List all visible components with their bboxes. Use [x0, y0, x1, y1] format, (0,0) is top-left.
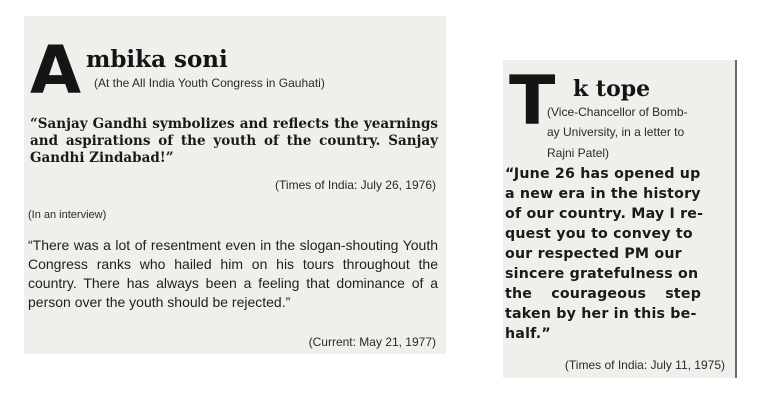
quote-line: sincere gratefulness on	[505, 266, 699, 282]
quote-line: taken by her in this be-	[505, 306, 697, 322]
quote-plain: “There was a lot of resentment even in the slogan-shouting Youth Congress ranks who hailed him on his tours throughout the country. There has always been a feeling that dominance of a person over the youth should be rejected.”	[28, 237, 438, 310]
quote-line: half.”	[505, 326, 551, 342]
person-name: mbika soni	[86, 46, 228, 73]
quote-line: a new era in the history	[505, 186, 701, 202]
left-clipping	[24, 16, 446, 354]
context-line-3: Rajni Patel)	[547, 146, 610, 160]
drop-cap-t: T	[509, 62, 556, 141]
column-rule	[735, 60, 737, 378]
quote-line: the courageous step	[505, 286, 702, 302]
source-citation: (Times of India: July 11, 1975)	[564, 358, 725, 372]
person-name: k tope	[573, 76, 651, 102]
right-clipping	[503, 60, 737, 378]
context-line-1: (Vice-Chancellor of Bomb-	[547, 105, 688, 119]
context-line-2: ay University, in a letter to	[547, 125, 685, 139]
source-citation-2: (Current: May 21, 1977)	[308, 335, 436, 349]
quote-line: of our country. May I re-	[505, 206, 704, 222]
quote-bold: “Sanjay Gandhi symbolizes and reflects the yearnings and aspirations of the youth of the country. Sanjay Gandhi Zindabad!”	[30, 116, 438, 166]
interview-note: (In an interview)	[28, 209, 107, 221]
context-note: (At the All India Youth Congress in Gauhati)	[94, 76, 325, 90]
quote-line: our respected PM our	[505, 246, 682, 262]
quote-line: quest you to convey to	[505, 226, 693, 242]
quote-line: “June 26 has opened up	[505, 166, 701, 182]
source-citation-1: (Times of India: July 26, 1976)	[275, 178, 436, 192]
drop-cap-a: A	[30, 32, 82, 109]
